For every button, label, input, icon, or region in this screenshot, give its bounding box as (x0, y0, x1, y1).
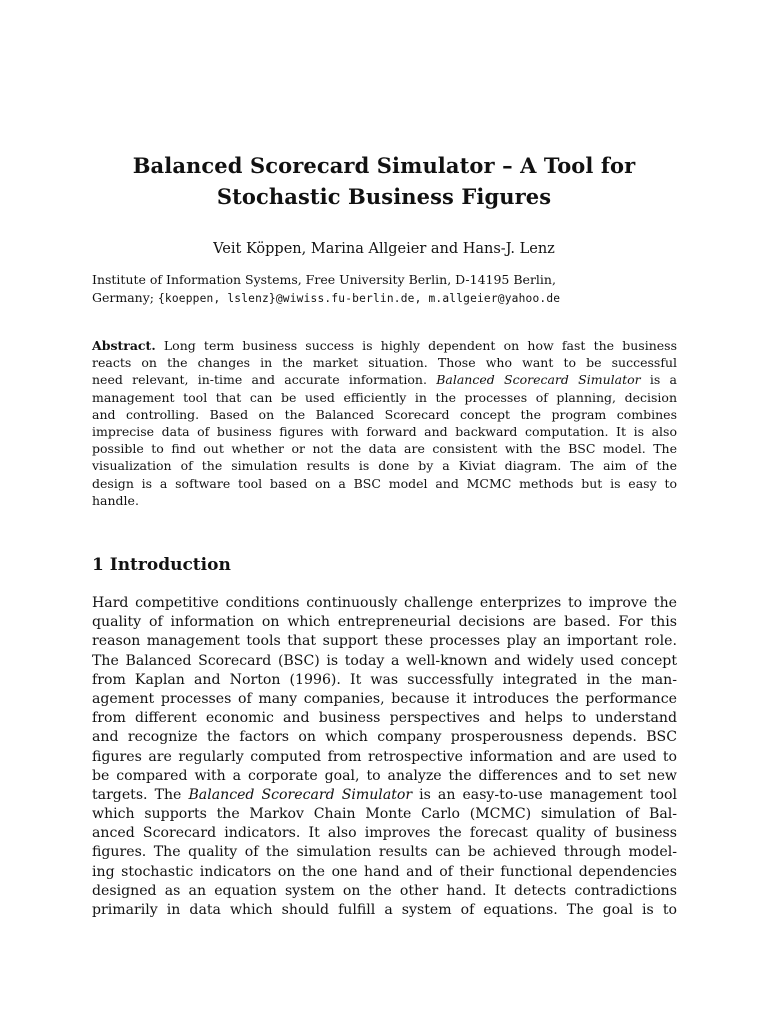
abstract-line: handle. (92, 492, 139, 508)
body-line: ing stochastic indicators on the one hand and of their functional dependencies (92, 863, 677, 880)
body-line: Hard competitive conditions continuously challenge enterprizes to improve the (92, 595, 677, 611)
abstract-line: imprecise data of business figures with forward and backward computation. It is also (92, 423, 677, 439)
body-line: which supports the Markov Chain Monte Carlo (MCMC) simulation of Bal- (92, 806, 677, 823)
body-line: figures are regularly computed from retrospective information and are used to (92, 748, 677, 765)
author-emails: {koeppen, lslenz}@wiwiss.fu-berlin.de, m.allgeier@yahoo.de (157, 292, 561, 305)
body-line: be compared with a corporate goal, to analyze the differences and to set new (92, 767, 677, 784)
abstract-line: and controlling. Based on the Balanced Scorecard concept the program combines (92, 406, 677, 422)
body-line: targets. The Balanced Scorecard Simulator is an easy-to-use management tool (92, 786, 677, 803)
affiliation-country: Germany; (92, 290, 158, 305)
tool-name: Balanced Scorecard Simulator (188, 786, 413, 803)
affiliation-line-1: Institute of Information Systems, Free University Berlin, D-14195 Berlin, (92, 272, 556, 287)
abstract-line: management tool that can be used efficiently in the processes of planning, decision (92, 389, 677, 405)
body-text (92, 594, 677, 920)
affiliation (92, 271, 692, 308)
affiliation-line-2 (92, 289, 692, 308)
abstract-line: design is a software tool based on a BSC model and MCMC methods but is easy to (92, 475, 677, 491)
body-line: anced Scorecard indicators. It also improves the forecast quality of business (92, 825, 677, 842)
body-line: from Kaplan and Norton (1996). It was successfully integrated in the man- (92, 671, 677, 688)
body-line: reason management tools that support these processes play an important role. (92, 633, 677, 650)
title-line-2: Stochastic Business Figures (216, 184, 552, 209)
body-line: figures. The quality of the simulation results can be achieved through model- (92, 844, 677, 861)
body-line: agement processes of many companies, because it introduces the performance (92, 690, 677, 707)
abstract-line: visualization of the simulation results is done by a Kiviat diagram. The aim of the (92, 458, 677, 474)
abstract (92, 337, 677, 509)
abstract-label: Abstract. (92, 338, 156, 353)
section-heading: 1 Introduction (92, 555, 231, 575)
body-line: from different economic and business perspectives and helps to understand (92, 710, 677, 727)
paper-title (60, 150, 708, 212)
body-line: designed as an equation system on the other hand. It detects contradictions (92, 882, 677, 899)
abstract-line: possible to find out whether or not the data are consistent with the BSC model. The (92, 441, 677, 457)
author-list: Veit Köppen, Marina Allgeier and Hans-J. Lenz (213, 241, 555, 257)
tool-name: Balanced Scorecard Simulator (436, 372, 641, 388)
body-line: quality of information on which entrepreneurial decisions are based. For this (92, 614, 677, 631)
abstract-line: Abstract. Long term business success is highly dependent on how fast the business (92, 338, 677, 353)
abstract-line: reacts on the changes in the market situation. Those who want to be successful (92, 355, 677, 371)
title-line-1: Balanced Scorecard Simulator – A Tool for (132, 153, 636, 178)
abstract-line: need relevant, in-time and accurate information. Balanced Scorecard Simulator is a (92, 372, 677, 388)
body-line: and recognize the factors on which company prosperousness depends. BSC (92, 729, 677, 746)
body-line: primarily in data which should fulfill a system of equations. The goal is to (92, 902, 677, 918)
body-line: The Balanced Scorecard (BSC) is today a well-known and widely used concept (92, 652, 677, 669)
